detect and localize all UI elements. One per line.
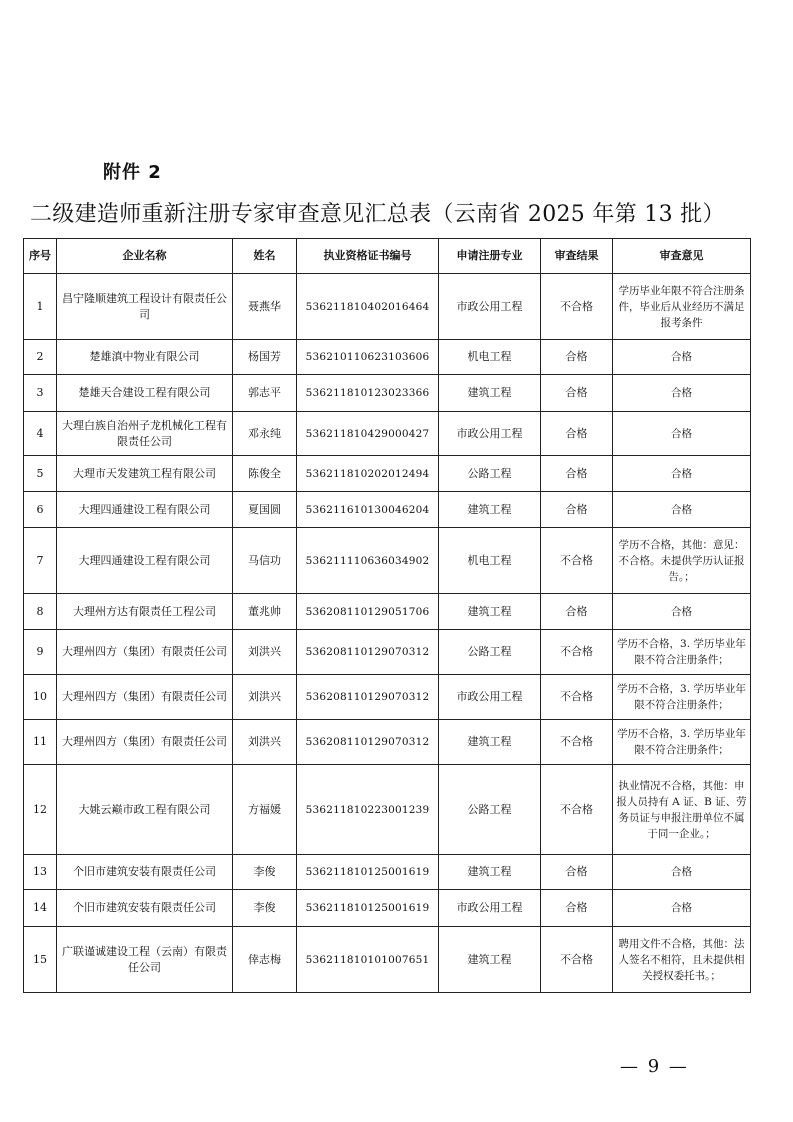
- row-company: 大理州方达有限责任工程公司: [57, 594, 233, 630]
- row-specialty: 公路工程: [439, 630, 541, 675]
- table-row: [24, 675, 751, 720]
- row-company: 个旧市建筑安装有限责任公司: [57, 890, 233, 927]
- row-no: 12: [24, 765, 57, 855]
- row-company: 大姚云巅市政工程有限公司: [57, 765, 233, 855]
- row-no: 3: [24, 375, 57, 412]
- row-result: 合格: [541, 412, 613, 456]
- row-opinion: 学历不合格，3. 学历毕业年限不符合注册条件；: [613, 630, 751, 675]
- row-opinion: 学历不合格，3. 学历毕业年限不符合注册条件；: [613, 720, 751, 765]
- row-result: 不合格: [541, 927, 613, 993]
- row-opinion: 学历不合格，3. 学历毕业年限不符合注册条件；: [613, 675, 751, 720]
- row-name: 倖志梅: [233, 927, 297, 993]
- row-name: 李俊: [233, 890, 297, 927]
- row-no: 7: [24, 528, 57, 594]
- row-specialty: 建筑工程: [439, 375, 541, 412]
- row-name: 刘洪兴: [233, 630, 297, 675]
- row-result: 合格: [541, 456, 613, 492]
- row-name: 方福媛: [233, 765, 297, 855]
- table-row: [24, 720, 751, 765]
- row-name: 聂燕华: [233, 274, 297, 340]
- attachment-label: 附件 2: [103, 162, 162, 183]
- row-result: 合格: [541, 492, 613, 528]
- review-table: [23, 238, 751, 993]
- row-company: 大理白族自治州子龙机械化工程有限责任公司: [57, 412, 233, 456]
- row-cert: 536211810125001619: [297, 890, 439, 927]
- row-company: 个旧市建筑安装有限责任公司: [57, 855, 233, 890]
- row-name: 夏国圆: [233, 492, 297, 528]
- row-specialty: 建筑工程: [439, 594, 541, 630]
- row-result: 不合格: [541, 720, 613, 765]
- row-company: 大理州四方（集团）有限责任公司: [57, 720, 233, 765]
- row-cert: 536211810429000427: [297, 412, 439, 456]
- table-row: [24, 456, 751, 492]
- row-opinion: 合格: [613, 375, 751, 412]
- table-row: [24, 340, 751, 375]
- table-row: [24, 927, 751, 993]
- row-result: 不合格: [541, 675, 613, 720]
- table-row: [24, 412, 751, 456]
- row-name: 李俊: [233, 855, 297, 890]
- row-no: 1: [24, 274, 57, 340]
- row-result: 不合格: [541, 630, 613, 675]
- row-name: 刘洪兴: [233, 720, 297, 765]
- row-opinion: 合格: [613, 340, 751, 375]
- row-company: 楚雄滇中物业有限公司: [57, 340, 233, 375]
- row-no: 6: [24, 492, 57, 528]
- table-row: [24, 375, 751, 412]
- header-company: 企业名称: [57, 239, 233, 274]
- row-cert: 536211810123023366: [297, 375, 439, 412]
- header-no: 序号: [24, 239, 57, 274]
- header-name: 姓名: [233, 239, 297, 274]
- row-opinion: 聘用文件不合格，其他：法人签名不相符，且未提供相关授权委托书。；: [613, 927, 751, 993]
- row-company: 广联谨诚建设工程（云南）有限责任公司: [57, 927, 233, 993]
- row-cert: 536210110623103606: [297, 340, 439, 375]
- row-specialty: 市政公用工程: [439, 274, 541, 340]
- row-result: 合格: [541, 594, 613, 630]
- row-opinion: 合格: [613, 412, 751, 456]
- row-opinion: 学历不合格，其他：意见：不合格。未提供学历认证报告。；: [613, 528, 751, 594]
- row-no: 4: [24, 412, 57, 456]
- row-specialty: 公路工程: [439, 456, 541, 492]
- table-row: [24, 765, 751, 855]
- header-specialty: 申请注册专业: [439, 239, 541, 274]
- row-cert: 536208110129051706: [297, 594, 439, 630]
- row-specialty: 市政公用工程: [439, 412, 541, 456]
- header-cert: 执业资格证书编号: [297, 239, 439, 274]
- row-company: 大理州四方（集团）有限责任公司: [57, 675, 233, 720]
- row-cert: 536208110129070312: [297, 720, 439, 765]
- row-opinion: 执业情况不合格，其他：申报人员持有 A 证、B 证、劳务员证与申报注册单位不属于同一企业。；: [613, 765, 751, 855]
- row-opinion: 合格: [613, 492, 751, 528]
- row-result: 不合格: [541, 765, 613, 855]
- table-row: [24, 528, 751, 594]
- row-no: 8: [24, 594, 57, 630]
- row-no: 2: [24, 340, 57, 375]
- table-row: [24, 630, 751, 675]
- row-no: 15: [24, 927, 57, 993]
- table-row: [24, 594, 751, 630]
- row-name: 陈俊全: [233, 456, 297, 492]
- row-company: 大理四通建设工程有限公司: [57, 528, 233, 594]
- row-specialty: 市政公用工程: [439, 890, 541, 927]
- row-company: 昌宁隆顺建筑工程设计有限责任公司: [57, 274, 233, 340]
- row-name: 刘洪兴: [233, 675, 297, 720]
- row-cert: 536211810402016464: [297, 274, 439, 340]
- row-specialty: 机电工程: [439, 528, 541, 594]
- row-cert: 536211810125001619: [297, 855, 439, 890]
- row-specialty: 机电工程: [439, 340, 541, 375]
- page-title: 二级建造师重新注册专家审查意见汇总表（云南省 2025 年第 13 批）: [30, 202, 725, 227]
- row-specialty: 市政公用工程: [439, 675, 541, 720]
- table-row: [24, 855, 751, 890]
- page-number: — 9 —: [620, 1056, 689, 1077]
- row-cert: 536211110636034902: [297, 528, 439, 594]
- header-opinion: 审查意见: [613, 239, 751, 274]
- row-company: 大理州四方（集团）有限责任公司: [57, 630, 233, 675]
- row-cert: 536208110129070312: [297, 675, 439, 720]
- row-result: 合格: [541, 855, 613, 890]
- row-specialty: 公路工程: [439, 765, 541, 855]
- row-name: 杨国芳: [233, 340, 297, 375]
- row-no: 10: [24, 675, 57, 720]
- row-opinion: 学历毕业年限不符合注册条件，毕业后从业经历不满足报考条件: [613, 274, 751, 340]
- row-result: 不合格: [541, 274, 613, 340]
- row-no: 14: [24, 890, 57, 927]
- header-result: 审查结果: [541, 239, 613, 274]
- row-result: 合格: [541, 340, 613, 375]
- row-result: 不合格: [541, 528, 613, 594]
- row-no: 13: [24, 855, 57, 890]
- table-header-row: [24, 239, 751, 274]
- row-opinion: 合格: [613, 890, 751, 927]
- row-result: 合格: [541, 375, 613, 412]
- row-no: 5: [24, 456, 57, 492]
- row-cert: 536211610130046204: [297, 492, 439, 528]
- row-company: 大理市天发建筑工程有限公司: [57, 456, 233, 492]
- row-company: 大理四通建设工程有限公司: [57, 492, 233, 528]
- row-result: 合格: [541, 890, 613, 927]
- row-cert: 536211810223001239: [297, 765, 439, 855]
- row-name: 邓永纯: [233, 412, 297, 456]
- row-name: 马信功: [233, 528, 297, 594]
- row-cert: 536211810101007651: [297, 927, 439, 993]
- row-specialty: 建筑工程: [439, 927, 541, 993]
- row-specialty: 建筑工程: [439, 720, 541, 765]
- table-row: [24, 274, 751, 340]
- row-opinion: 合格: [613, 456, 751, 492]
- row-no: 9: [24, 630, 57, 675]
- row-no: 11: [24, 720, 57, 765]
- row-opinion: 合格: [613, 594, 751, 630]
- table-row: [24, 492, 751, 528]
- table-row: [24, 890, 751, 927]
- row-name: 董兆帅: [233, 594, 297, 630]
- row-cert: 536211810202012494: [297, 456, 439, 492]
- row-company: 楚雄天合建设工程有限公司: [57, 375, 233, 412]
- row-name: 郭志平: [233, 375, 297, 412]
- row-opinion: 合格: [613, 855, 751, 890]
- row-cert: 536208110129070312: [297, 630, 439, 675]
- row-specialty: 建筑工程: [439, 492, 541, 528]
- row-specialty: 建筑工程: [439, 855, 541, 890]
